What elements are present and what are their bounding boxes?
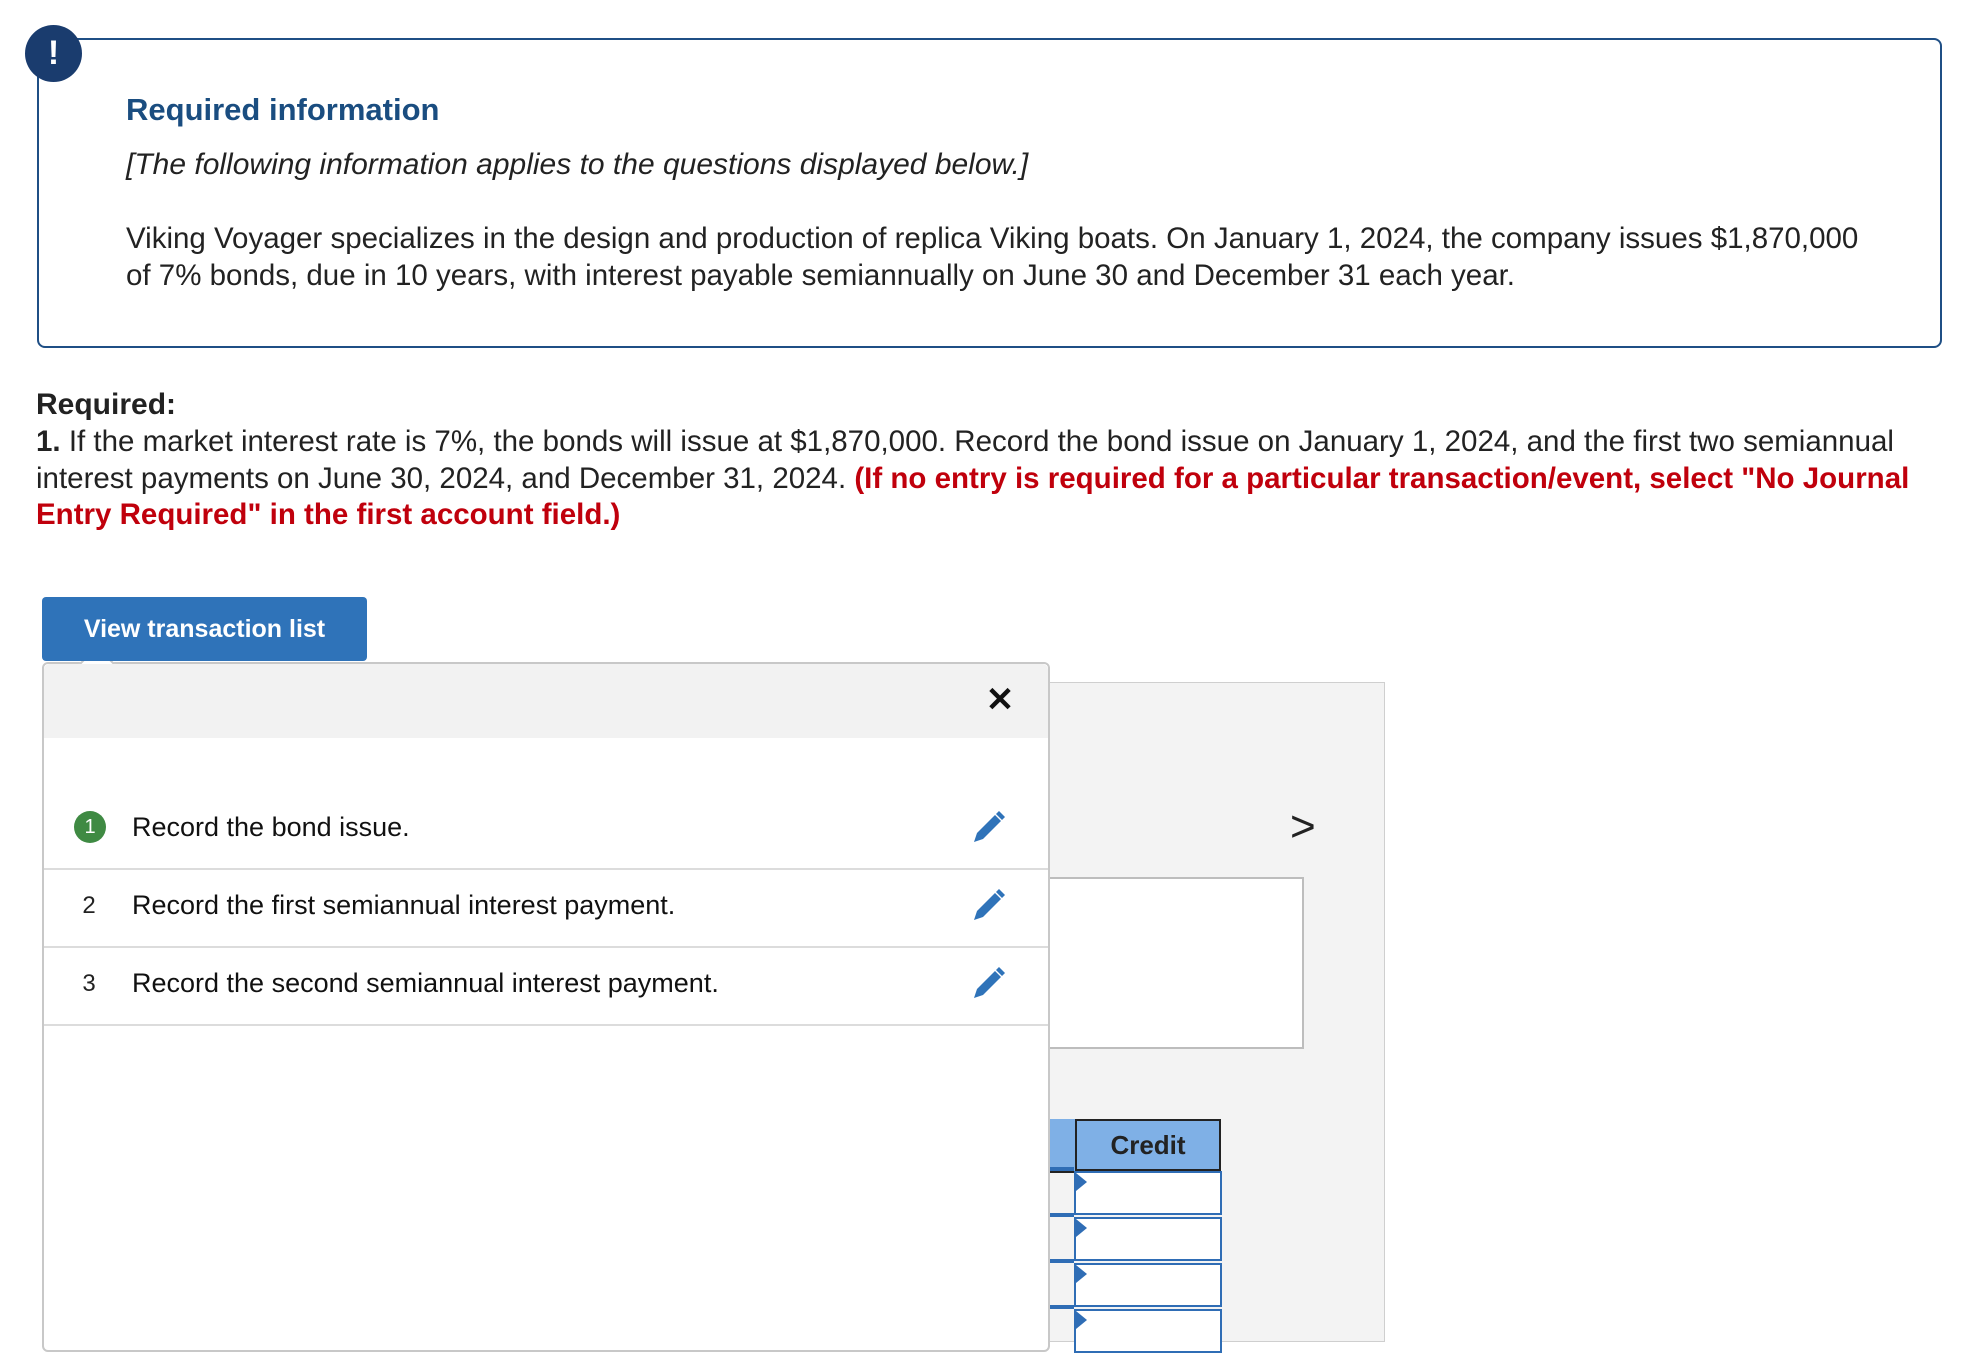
pencil-edit-icon[interactable]	[968, 886, 1008, 926]
transaction-description-box	[1040, 877, 1304, 1049]
required-number: 1.	[36, 425, 61, 458]
transaction-number: 2	[82, 892, 96, 919]
cell-marker-icon	[1076, 1265, 1087, 1283]
required-heading: Required:	[36, 388, 177, 421]
cell-marker-icon	[1076, 1173, 1087, 1191]
required-information-box	[37, 38, 1942, 348]
credit-input-cell[interactable]	[1074, 1309, 1222, 1353]
close-icon[interactable]: ✕	[982, 682, 1018, 718]
transaction-active-badge: 1	[74, 811, 106, 843]
chevron-right-icon[interactable]: >	[1290, 802, 1316, 851]
credit-input-cell[interactable]	[1074, 1263, 1222, 1307]
transaction-row-3[interactable]	[44, 946, 1048, 1026]
transaction-row-2[interactable]	[44, 868, 1048, 948]
transaction-label: Record the second semiannual interest payment.	[132, 968, 719, 998]
cell-marker-icon	[1076, 1219, 1087, 1237]
pencil-edit-icon[interactable]	[968, 964, 1008, 1004]
alert-exclamation-icon: !	[25, 25, 82, 82]
info-title: Required information	[126, 92, 440, 127]
transaction-row-1[interactable]	[44, 790, 1048, 870]
transaction-label: Record the first semiannual interest payment.	[132, 890, 676, 920]
credit-column-header: Credit	[1075, 1119, 1221, 1171]
required-instruction: (If no entry is required for a particular transaction/event, select "No Journal Entry Required" in the first account field.)	[36, 461, 1910, 531]
required-description: If the market interest rate is 7%, the bonds will issue at $1,870,000. Record the bond issue on January 1, 2024, and the first two semiannual interest payments on June 30, 2024, and December 31, 2024.	[36, 425, 1894, 495]
info-note: [The following information applies to the questions displayed below.]	[126, 148, 1029, 181]
transaction-list-popover	[42, 662, 1050, 1352]
info-paragraph: Viking Voyager specializes in the design and production of replica Viking boats. On January 1, 2024, the company issues $1,870,000 of 7% bonds, due in 10 years, with interest payable semiannually on June 30 and December 31 each year.	[126, 222, 1859, 292]
required-text	[36, 424, 1936, 534]
popover-header	[44, 664, 1048, 738]
transaction-number: 3	[82, 970, 96, 997]
credit-input-cell[interactable]	[1074, 1171, 1222, 1215]
view-transaction-list-button[interactable]: View transaction list	[42, 597, 367, 661]
credit-input-cell[interactable]	[1074, 1217, 1222, 1261]
pencil-edit-icon[interactable]	[968, 808, 1008, 848]
transaction-label: Record the bond issue.	[132, 812, 410, 842]
cell-marker-icon	[1076, 1311, 1087, 1329]
